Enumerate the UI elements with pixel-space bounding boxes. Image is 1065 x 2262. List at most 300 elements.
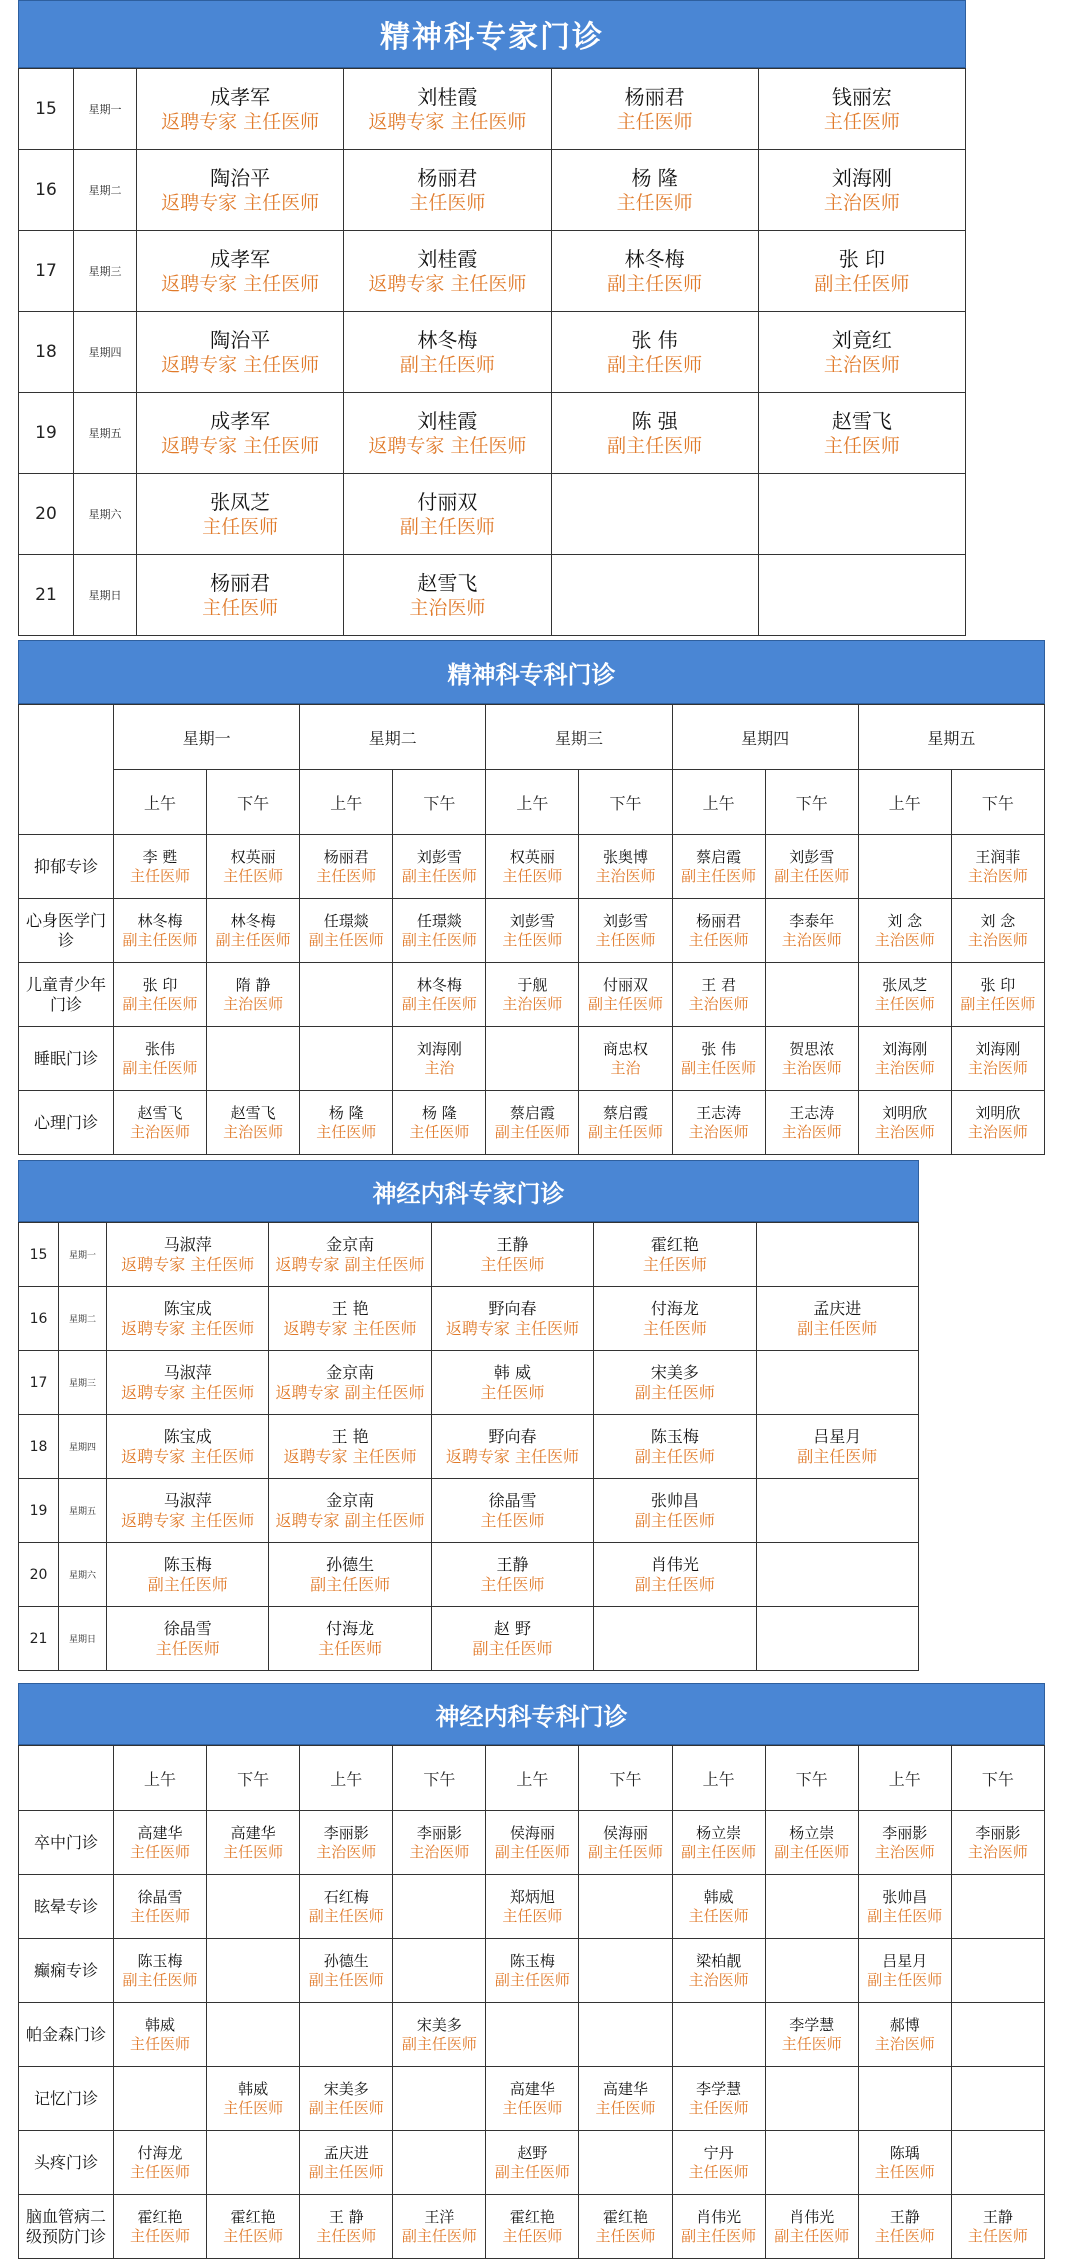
doctor-cell [951, 1875, 1044, 1939]
doctor-cell [114, 2131, 207, 2195]
doctor-title: 副主任医师 [960, 994, 1036, 1013]
doctor-cell [756, 1223, 918, 1287]
doctor-title: 副主任医师 [634, 1575, 715, 1594]
doctor-name: 梁柏靓 [696, 1951, 742, 1970]
doctor-name: 韩威 [703, 1887, 734, 1906]
clinic-label: 抑郁专诊 [19, 835, 114, 899]
doctor-cell [486, 2195, 579, 2259]
weekday-cell: 星期五 [74, 393, 137, 474]
doctor-name: 陈玉梅 [650, 1427, 699, 1446]
doctor-title: 主任医师 [202, 597, 279, 619]
doctor-name: 徐晶雪 [137, 1887, 183, 1906]
doctor-name: 王静 [889, 2207, 920, 2226]
doctor-cell [858, 2195, 951, 2259]
doctor-title: 主任医师 [318, 1639, 383, 1658]
doctor-title: 副主任医师 [399, 354, 495, 376]
doctor-name: 孙德生 [323, 1951, 369, 1970]
doctor-title: 返聘专家 主任医师 [121, 1511, 255, 1530]
psy-special-section [18, 640, 1045, 1155]
doctor-title: 主治医师 [967, 866, 1028, 885]
doctor-title: 主任医师 [316, 1122, 377, 1141]
doctor-name: 高建华 [230, 1823, 276, 1842]
date-cell: 18 [19, 312, 74, 393]
doctor-cell [207, 1875, 300, 1939]
doctor-title: 主治医师 [967, 1058, 1028, 1077]
doctor-cell [114, 2003, 207, 2067]
doctor-cell [393, 899, 486, 963]
doctor-title: 副主任医师 [401, 930, 477, 949]
am-header: 上午 [486, 1746, 579, 1811]
doctor-title: 主任医师 [223, 2226, 284, 2245]
doctor-cell [579, 835, 672, 899]
am-header: 上午 [858, 770, 951, 835]
doctor-cell [579, 963, 672, 1027]
clinic-row [19, 835, 1045, 899]
doctor-name: 林冬梅 [230, 911, 276, 930]
doctor-name: 王洋 [424, 2207, 455, 2226]
doctor-cell [858, 1027, 951, 1091]
doctor-cell [393, 1091, 486, 1155]
doctor-name: 王润菲 [975, 847, 1021, 866]
doctor-title: 主任医师 [409, 1122, 470, 1141]
doctor-title: 主任医师 [642, 1319, 707, 1338]
doctor-name: 李丽影 [416, 1823, 462, 1842]
doctor-name: 陶治平 [210, 166, 271, 190]
doctor-cell [107, 1415, 269, 1479]
doctor-title: 主治医师 [781, 1058, 842, 1077]
doctor-cell [431, 1543, 593, 1607]
doctor-title: 主任医师 [595, 2098, 656, 2117]
date-cell: 16 [19, 1287, 59, 1351]
clinic-row [19, 2003, 1045, 2067]
doctor-name: 高建华 [509, 2079, 555, 2098]
doctor-name: 杨立崇 [696, 1823, 742, 1842]
doctor-title: 返聘专家 主任医师 [121, 1255, 255, 1274]
pm-header: 下午 [207, 1746, 300, 1811]
clinic-label: 帕金森门诊 [19, 2003, 114, 2067]
pm-header: 下午 [765, 770, 858, 835]
doctor-name: 刘海刚 [882, 1039, 928, 1058]
doctor-title: 副主任医师 [310, 1575, 391, 1594]
doctor-title: 主任医师 [155, 1639, 220, 1658]
doctor-title: 返聘专家 主任医师 [161, 111, 320, 133]
doctor-cell [594, 1223, 756, 1287]
doctor-cell [765, 835, 858, 899]
doctor-cell [756, 1607, 918, 1671]
doctor-cell [951, 899, 1044, 963]
doctor-cell [672, 835, 765, 899]
doctor-cell [207, 1091, 300, 1155]
doctor-name: 刘竟红 [831, 328, 892, 352]
doctor-name: 陈宝成 [163, 1427, 212, 1446]
doctor-name: 张 印 [838, 247, 886, 271]
doctor-title: 主任医师 [688, 2098, 749, 2117]
doctor-name: 韩 威 [493, 1363, 532, 1382]
weekday-cell: 星期一 [59, 1223, 107, 1287]
doctor-name: 侯海丽 [603, 1823, 649, 1842]
doctor-name: 徐晶雪 [488, 1491, 537, 1510]
doctor-cell [486, 1811, 579, 1875]
schedule-row [19, 1479, 919, 1543]
doctor-cell [393, 2003, 486, 2067]
doctor-cell [672, 2131, 765, 2195]
doctor-cell [672, 2195, 765, 2259]
clinic-label: 脑血管病二级预防门诊 [19, 2195, 114, 2259]
doctor-cell [594, 1543, 756, 1607]
doctor-title: 主任医师 [781, 2034, 842, 2053]
doctor-name: 赵雪飞 [831, 409, 892, 433]
doctor-cell [579, 899, 672, 963]
pm-header: 下午 [579, 1746, 672, 1811]
doctor-cell [765, 2067, 858, 2131]
doctor-name: 成孝军 [210, 85, 271, 109]
doctor-cell [672, 2003, 765, 2067]
date-cell: 20 [19, 474, 74, 555]
doctor-title: 副主任医师 [867, 1906, 943, 1925]
doctor-cell [114, 2067, 207, 2131]
doctor-title: 主治医师 [874, 1842, 935, 1861]
doctor-cell [300, 899, 393, 963]
doctor-cell [756, 1351, 918, 1415]
doctor-title: 副主任医师 [308, 1906, 384, 1925]
doctor-name: 王静 [982, 2207, 1013, 2226]
am-header: 上午 [672, 770, 765, 835]
weekday-cell: 星期二 [59, 1287, 107, 1351]
doctor-name: 马淑萍 [163, 1235, 212, 1254]
doctor-name: 刘明欣 [975, 1103, 1021, 1122]
date-cell: 19 [19, 393, 74, 474]
doctor-name: 杨丽君 [417, 166, 478, 190]
doctor-title: 主任医师 [130, 866, 191, 885]
doctor-name: 林冬梅 [416, 975, 462, 994]
clinic-row [19, 2131, 1045, 2195]
doctor-name: 成孝军 [210, 247, 271, 271]
doctor-name: 付丽双 [603, 975, 649, 994]
doctor-title: 主任医师 [642, 1255, 707, 1274]
doctor-title: 副主任医师 [147, 1575, 228, 1594]
doctor-title: 返聘专家 主任医师 [283, 1447, 417, 1466]
doctor-cell [269, 1607, 431, 1671]
weekday-cell: 星期日 [59, 1607, 107, 1671]
date-cell: 21 [19, 1607, 59, 1671]
doctor-name: 刘彭雪 [509, 911, 555, 930]
doctor-cell [114, 1811, 207, 1875]
pm-header: 下午 [765, 1746, 858, 1811]
doctor-cell [344, 69, 551, 150]
doctor-name: 杨立崇 [789, 1823, 835, 1842]
clinic-row [19, 1027, 1045, 1091]
clinic-label: 儿童青少年门诊 [19, 963, 114, 1027]
doctor-cell [207, 1939, 300, 2003]
doctor-name: 杨丽君 [210, 571, 271, 595]
doctor-cell [300, 1811, 393, 1875]
doctor-title: 返聘专家 主任医师 [368, 111, 527, 133]
doctor-cell [114, 835, 207, 899]
doctor-name: 马淑萍 [163, 1491, 212, 1510]
doctor-cell [672, 1875, 765, 1939]
doctor-cell [300, 1027, 393, 1091]
doctor-name: 陈瑀 [889, 2143, 920, 2162]
doctor-cell [758, 312, 965, 393]
doctor-cell [300, 835, 393, 899]
doctor-cell [858, 835, 951, 899]
doctor-title: 返聘专家 主任医师 [121, 1447, 255, 1466]
doctor-cell [393, 2131, 486, 2195]
doctor-cell [269, 1479, 431, 1543]
doctor-cell [393, 1811, 486, 1875]
doctor-cell [107, 1287, 269, 1351]
schedule-row [19, 1351, 919, 1415]
clinic-label: 心身医学门诊 [19, 899, 114, 963]
doctor-cell [137, 150, 344, 231]
doctor-name: 王 艳 [331, 1427, 369, 1446]
doctor-title: 主任医师 [595, 930, 656, 949]
schedule-row [19, 555, 966, 636]
doctor-title: 主任医师 [223, 2098, 284, 2117]
doctor-title: 副主任医师 [774, 1842, 850, 1861]
doctor-cell [137, 555, 344, 636]
doctor-title: 副主任医师 [814, 273, 910, 295]
doctor-name: 于舰 [517, 975, 548, 994]
doctor-name: 韩威 [145, 2015, 176, 2034]
doctor-cell [486, 835, 579, 899]
doctor-title: 主任医师 [688, 2162, 749, 2181]
doctor-title: 主任医师 [502, 930, 563, 949]
schedule-row [19, 1415, 919, 1479]
doctor-name: 陈玉梅 [163, 1555, 212, 1574]
doctor-cell [207, 1027, 300, 1091]
doctor-cell [672, 1939, 765, 2003]
doctor-name: 王 静 [328, 2207, 364, 2226]
doctor-cell [765, 963, 858, 1027]
doctor-title: 主任医师 [130, 1906, 191, 1925]
weekday-header: 星期五 [858, 705, 1044, 770]
doctor-cell [114, 2195, 207, 2259]
doctor-cell [300, 2131, 393, 2195]
clinic-row [19, 899, 1045, 963]
doctor-title: 主治医师 [316, 1842, 377, 1861]
doctor-name: 陶治平 [210, 328, 271, 352]
doctor-title: 主任医师 [130, 1842, 191, 1861]
doctor-title: 副主任医师 [472, 1639, 553, 1658]
doctor-name: 王静 [496, 1235, 529, 1254]
doctor-title: 主治医师 [688, 1122, 749, 1141]
doctor-cell [300, 963, 393, 1027]
doctor-title: 副主任医师 [588, 994, 664, 1013]
doctor-cell [393, 1875, 486, 1939]
doctor-cell [858, 2003, 951, 2067]
doctor-title: 主治医师 [874, 1122, 935, 1141]
doctor-name: 刘海刚 [416, 1039, 462, 1058]
doctor-cell [431, 1351, 593, 1415]
doctor-name: 王志涛 [789, 1103, 835, 1122]
doctor-title: 副主任医师 [494, 1842, 570, 1861]
doctor-name: 任璟燚 [323, 911, 369, 930]
doctor-title: 副主任医师 [308, 1970, 384, 1989]
doctor-cell [858, 2131, 951, 2195]
doctor-name: 权英丽 [230, 847, 276, 866]
doctor-title: 返聘专家 主任医师 [161, 435, 320, 457]
doctor-title: 副主任医师 [607, 273, 703, 295]
doctor-title: 主治医师 [823, 192, 900, 214]
doctor-name: 杨 隆 [421, 1103, 457, 1122]
doctor-name: 刘明欣 [882, 1103, 928, 1122]
doctor-cell [758, 150, 965, 231]
header-row [19, 1746, 1045, 1811]
doctor-name: 韩威 [238, 2079, 269, 2098]
doctor-title: 副主任医师 [588, 1842, 664, 1861]
doctor-title: 主任医师 [616, 192, 693, 214]
doctor-cell [269, 1351, 431, 1415]
doctor-cell [551, 393, 758, 474]
clinic-label: 卒中门诊 [19, 1811, 114, 1875]
doctor-cell [269, 1287, 431, 1351]
neuro-special-section [18, 1683, 1045, 2259]
schedule-row [19, 1607, 919, 1671]
doctor-name: 赵野 [517, 2143, 548, 2162]
doctor-name: 金京南 [326, 1363, 375, 1382]
doctor-cell [207, 2003, 300, 2067]
doctor-title: 主任医师 [480, 1255, 545, 1274]
date-cell: 16 [19, 150, 74, 231]
doctor-cell [765, 1811, 858, 1875]
doctor-title: 返聘专家 主任医师 [445, 1319, 580, 1338]
doctor-cell [114, 1875, 207, 1939]
doctor-name: 陈宝成 [163, 1299, 212, 1318]
doctor-cell [672, 2067, 765, 2131]
doctor-name: 贺思浓 [789, 1039, 835, 1058]
doctor-name: 付海龙 [650, 1299, 699, 1318]
doctor-cell [486, 899, 579, 963]
doctor-name: 李泰年 [789, 911, 835, 930]
doctor-name: 李学慧 [789, 2015, 835, 2034]
doctor-name: 野向春 [488, 1427, 537, 1446]
doctor-cell [756, 1479, 918, 1543]
doctor-cell [594, 1607, 756, 1671]
doctor-name: 权英丽 [509, 847, 555, 866]
doctor-name: 孟庆进 [323, 2143, 369, 2162]
weekday-cell: 星期二 [74, 150, 137, 231]
doctor-cell [672, 963, 765, 1027]
doctor-name: 野向春 [488, 1299, 537, 1318]
pm-header: 下午 [579, 770, 672, 835]
doctor-title: 副主任医师 [607, 354, 703, 376]
am-header: 上午 [300, 770, 393, 835]
doctor-name: 王静 [496, 1555, 529, 1574]
doctor-cell [431, 1287, 593, 1351]
doctor-cell [486, 1939, 579, 2003]
doctor-cell [107, 1543, 269, 1607]
corner-cell [19, 1746, 114, 1811]
doctor-name: 霍红艳 [230, 2207, 276, 2226]
doctor-cell [114, 899, 207, 963]
weekday-cell: 星期三 [59, 1351, 107, 1415]
clinic-label: 头疼门诊 [19, 2131, 114, 2195]
doctor-cell [344, 312, 551, 393]
doctor-cell [486, 2003, 579, 2067]
doctor-name: 张伟 [145, 1039, 176, 1058]
doctor-cell [486, 1875, 579, 1939]
doctor-name: 宋美多 [650, 1363, 699, 1382]
doctor-cell [858, 1811, 951, 1875]
doctor-title: 副主任医师 [122, 930, 198, 949]
doctor-name: 刘海刚 [975, 1039, 1021, 1058]
doctor-cell [758, 231, 965, 312]
doctor-name: 李 甦 [142, 847, 178, 866]
doctor-cell [858, 2067, 951, 2131]
doctor-cell [137, 231, 344, 312]
doctor-name: 钱丽宏 [831, 85, 892, 109]
doctor-name: 孟庆进 [813, 1299, 862, 1318]
doctor-cell [579, 2003, 672, 2067]
doctor-cell [207, 2131, 300, 2195]
doctor-cell [486, 2067, 579, 2131]
doctor-title: 主任医师 [480, 1383, 545, 1402]
doctor-cell [269, 1223, 431, 1287]
doctor-cell [114, 1091, 207, 1155]
doctor-title: 返聘专家 副主任医师 [275, 1383, 425, 1402]
doctor-title: 主任医师 [502, 2098, 563, 2117]
doctor-title: 副主任医师 [122, 1970, 198, 1989]
doctor-title: 主任医师 [480, 1511, 545, 1530]
doctor-cell [551, 69, 758, 150]
doctor-cell [758, 555, 965, 636]
doctor-cell [431, 1223, 593, 1287]
weekday-header: 星期三 [486, 705, 672, 770]
doctor-title: 主任医师 [874, 994, 935, 1013]
doctor-cell [765, 1091, 858, 1155]
doctor-name: 马淑萍 [163, 1363, 212, 1382]
doctor-cell [393, 1027, 486, 1091]
doctor-name: 李学慧 [696, 2079, 742, 2098]
am-header: 上午 [114, 770, 207, 835]
doctor-title: 副主任医师 [401, 994, 477, 1013]
doctor-name: 宋美多 [323, 2079, 369, 2098]
doctor-title: 主任医师 [130, 2226, 191, 2245]
weekday-header: 星期四 [672, 705, 858, 770]
doctor-name: 吕星月 [882, 1951, 928, 1970]
weekday-header: 星期二 [300, 705, 486, 770]
doctor-name: 郑炳旭 [509, 1887, 555, 1906]
clinic-label: 癫痫专诊 [19, 1939, 114, 2003]
date-cell: 15 [19, 1223, 59, 1287]
am-header: 上午 [114, 1746, 207, 1811]
doctor-title: 主任医师 [502, 866, 563, 885]
doctor-title: 主任医师 [874, 2162, 935, 2181]
doctor-title: 副主任医师 [681, 1842, 757, 1861]
doctor-cell [758, 393, 965, 474]
doctor-name: 刘桂霞 [417, 247, 478, 271]
doctor-cell [765, 2003, 858, 2067]
weekday-cell: 星期六 [59, 1543, 107, 1607]
doctor-name: 宋美多 [416, 2015, 462, 2034]
doctor-name: 陈玉梅 [509, 1951, 555, 1970]
doctor-name: 刘海刚 [831, 166, 892, 190]
clinic-row [19, 1091, 1045, 1155]
doctor-name: 张 伟 [631, 328, 678, 352]
doctor-cell [393, 2195, 486, 2259]
weekday-cell: 星期六 [74, 474, 137, 555]
weekday-cell: 星期五 [59, 1479, 107, 1543]
doctor-name: 林冬梅 [417, 328, 478, 352]
doctor-title: 副主任医师 [401, 2034, 477, 2053]
doctor-name: 李丽影 [975, 1823, 1021, 1842]
clinic-row [19, 963, 1045, 1027]
doctor-name: 刘彭雪 [603, 911, 649, 930]
doctor-title: 返聘专家 主任医师 [445, 1447, 580, 1466]
pm-header: 下午 [393, 770, 486, 835]
doctor-cell [858, 1875, 951, 1939]
